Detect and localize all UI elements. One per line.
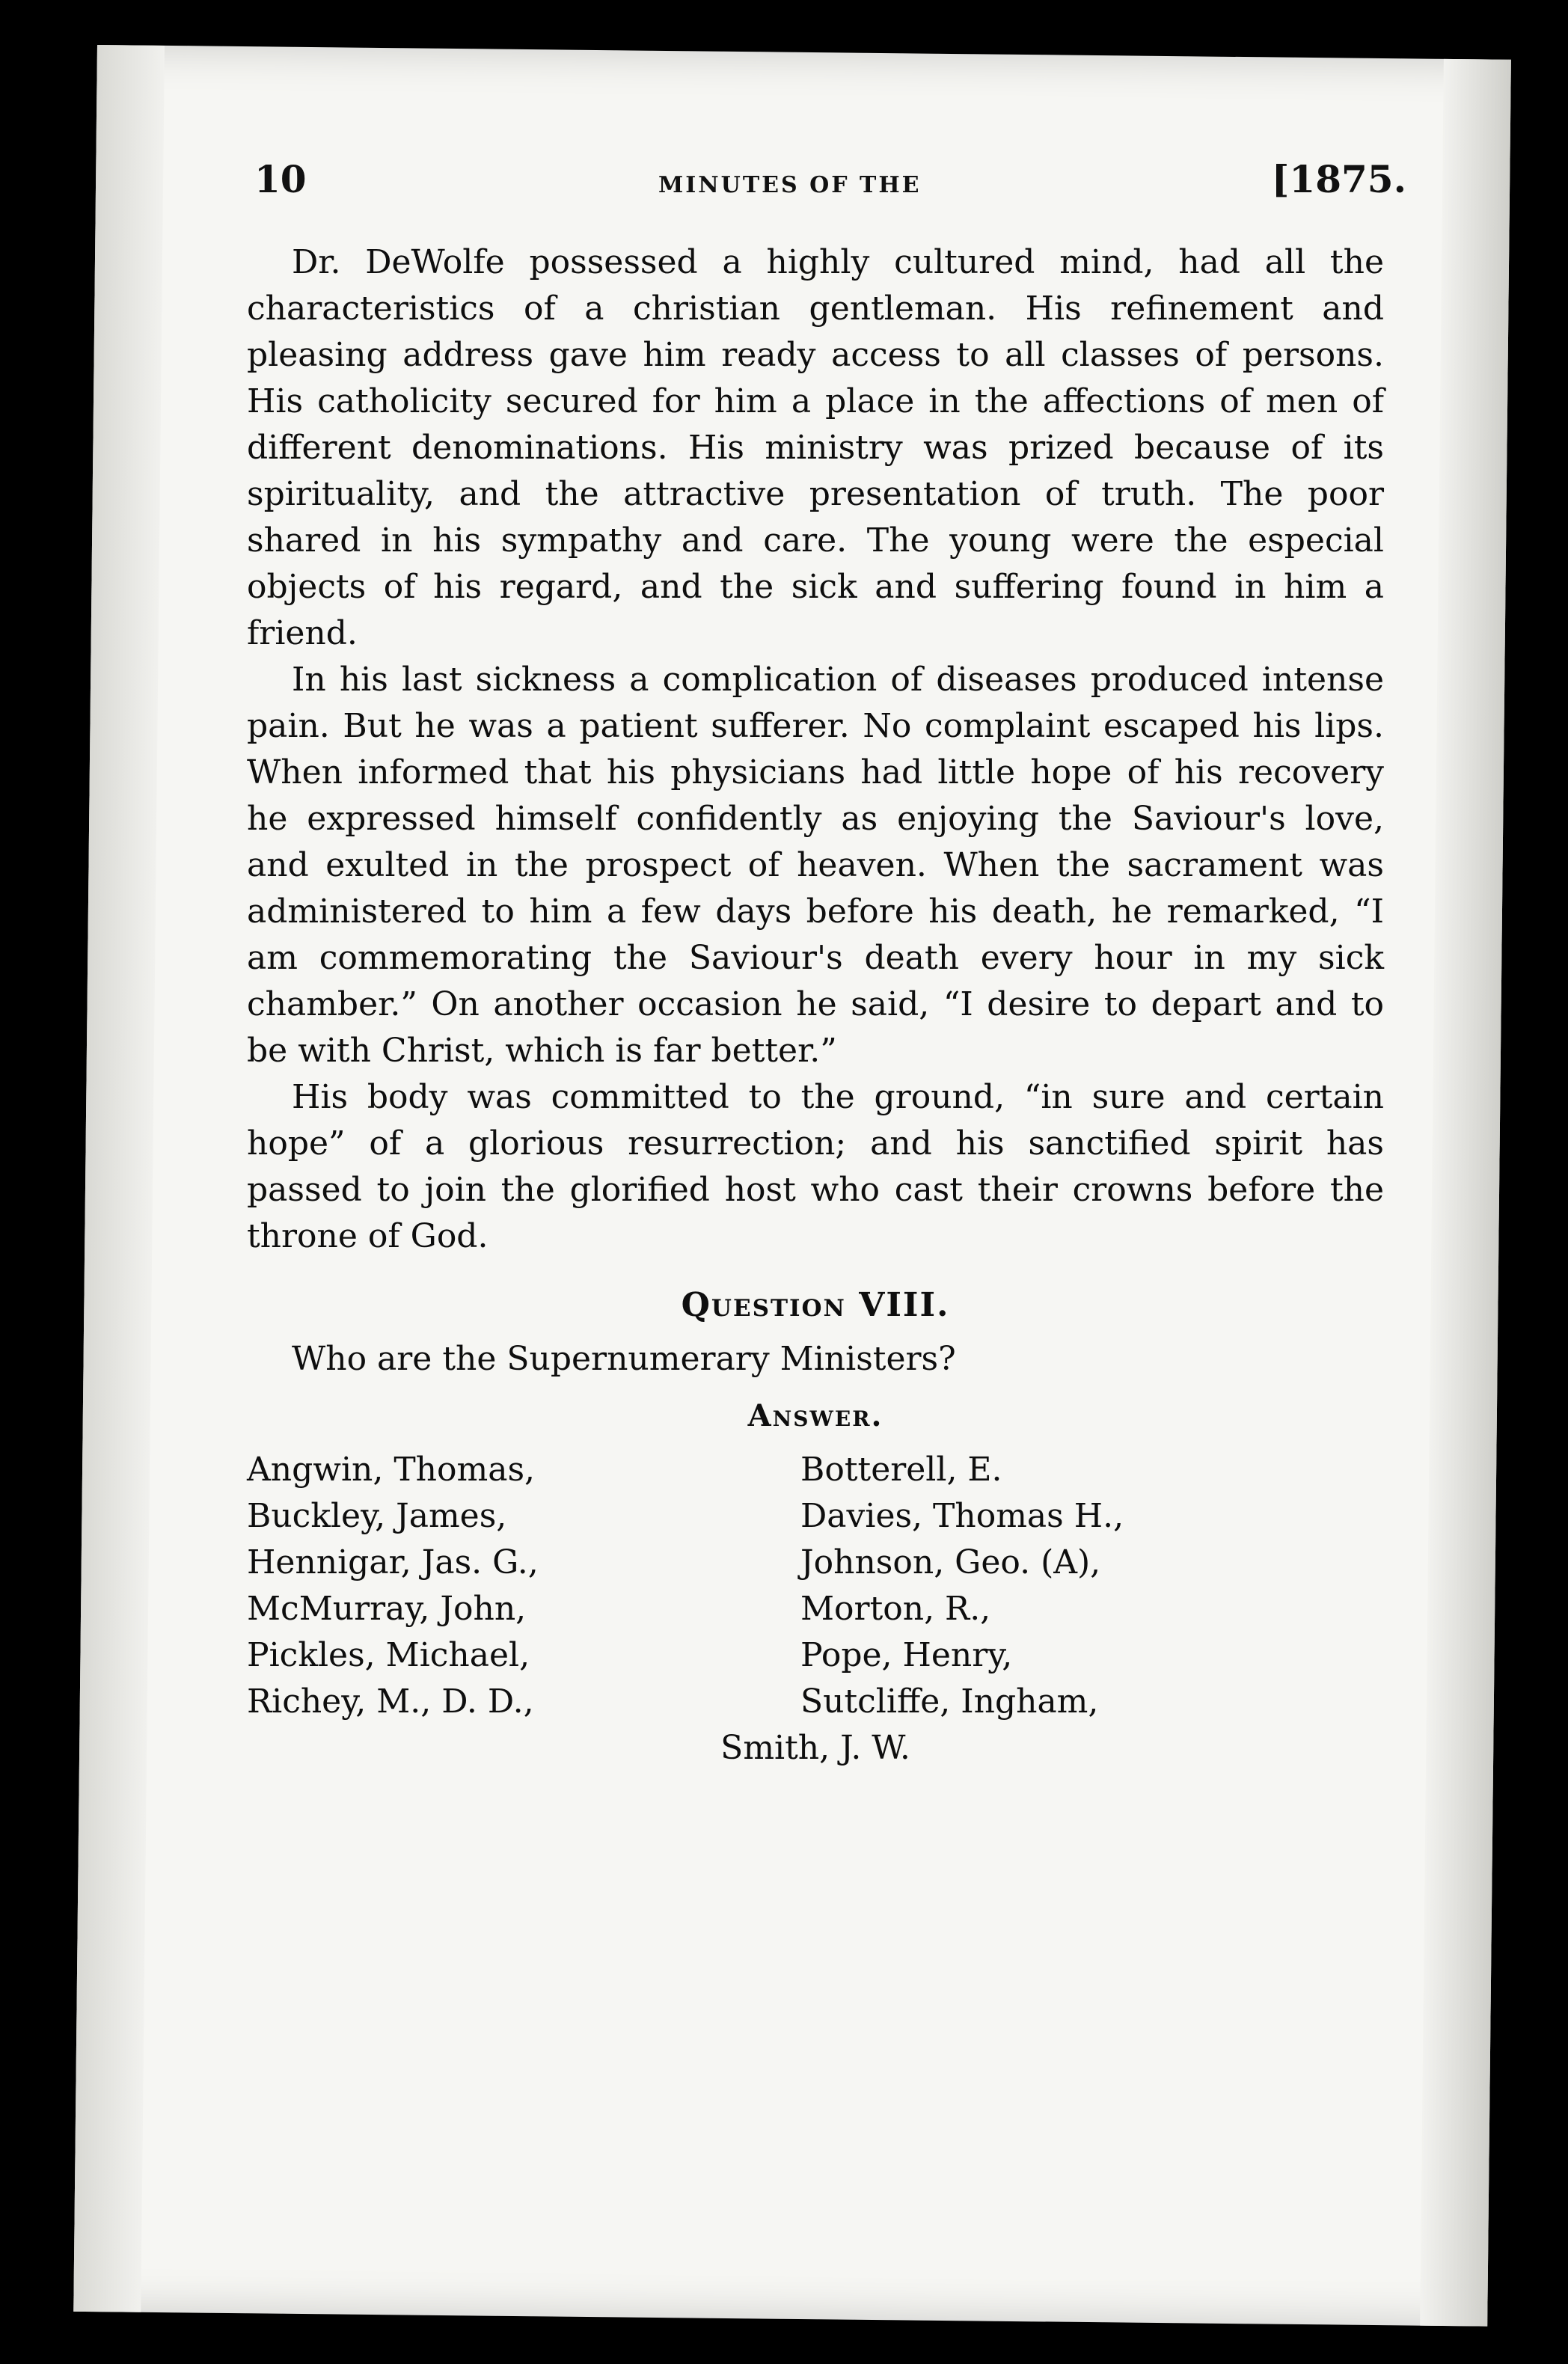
minister-name: Hennigar, Jas. G., <box>247 1543 539 1581</box>
minister-name: Pickles, Michael, <box>247 1636 530 1674</box>
minister-name: Johnson, Geo. (A), <box>800 1543 1101 1581</box>
paragraph-2: In his last sickness a complication of diseases produced intense pain. But he was a patient sufferer. No complaint escaped his lips. When informed that his physicians had little hope of his recovery he expressed himself confidently as enjoying the Saviour's love, and exulted in the prospect of heaven. When the sacrament was administered to him a few days before his death, he remarked, “I am commemorating the Saviour's death every hour in my sick chamber.” On another occasion he said, “I desire to depart and to be with Christ, which is far better.” <box>247 661 1384 1070</box>
paragraph-1: Dr. DeWolfe possessed a highly cultured mind, had all the characteristics of a christian gentleman. His refinement and pleasing address gave him ready access to all classes of persons. His catholicity secured for him a place in the affections of men of different denominations. His ministry was prized because of its spirituality, and the attractive presentation of truth. The poor shared in his sympathy and care. The young were the especial objects of his regard, and the sick and suffering found in him a friend. <box>247 243 1384 652</box>
answer-heading: Answer. <box>747 1398 883 1433</box>
page-left-edge <box>73 45 165 2312</box>
running-title: MINUTES OF THE <box>658 172 922 198</box>
minister-name-last: Smith, J. W. <box>720 1729 910 1767</box>
question-text: Who are the Supernumerary Ministers? <box>292 1340 956 1378</box>
minister-name: Morton, R., <box>800 1590 991 1628</box>
minister-name: Davies, Thomas H., <box>800 1497 1124 1535</box>
minister-name: McMurray, John, <box>247 1590 527 1628</box>
minister-name: Botterell, E. <box>800 1451 1002 1489</box>
header-year: [1875. <box>1271 157 1406 201</box>
minister-name: Richey, M., D. D., <box>247 1682 534 1721</box>
page-body <box>247 239 1384 1772</box>
minister-name: Sutcliffe, Ingham, <box>800 1682 1099 1721</box>
minister-name: Angwin, Thomas, <box>247 1451 536 1489</box>
paragraph-3: His body was committed to the ground, “in sure and certain hope” of a glorious resurrection; and his sanctified spirit has passed to join the glorified host who cast their crowns before the throne of God. <box>247 1078 1384 1255</box>
question-heading: Question VIII. <box>681 1286 950 1324</box>
page-number: 10 <box>254 157 307 201</box>
minister-name: Pope, Henry, <box>800 1636 1013 1674</box>
page-header <box>254 157 1406 224</box>
page-gutter-shadow <box>1420 59 1511 2327</box>
minister-name: Buckley, James, <box>247 1497 507 1535</box>
ministers-list <box>247 1447 1384 1725</box>
